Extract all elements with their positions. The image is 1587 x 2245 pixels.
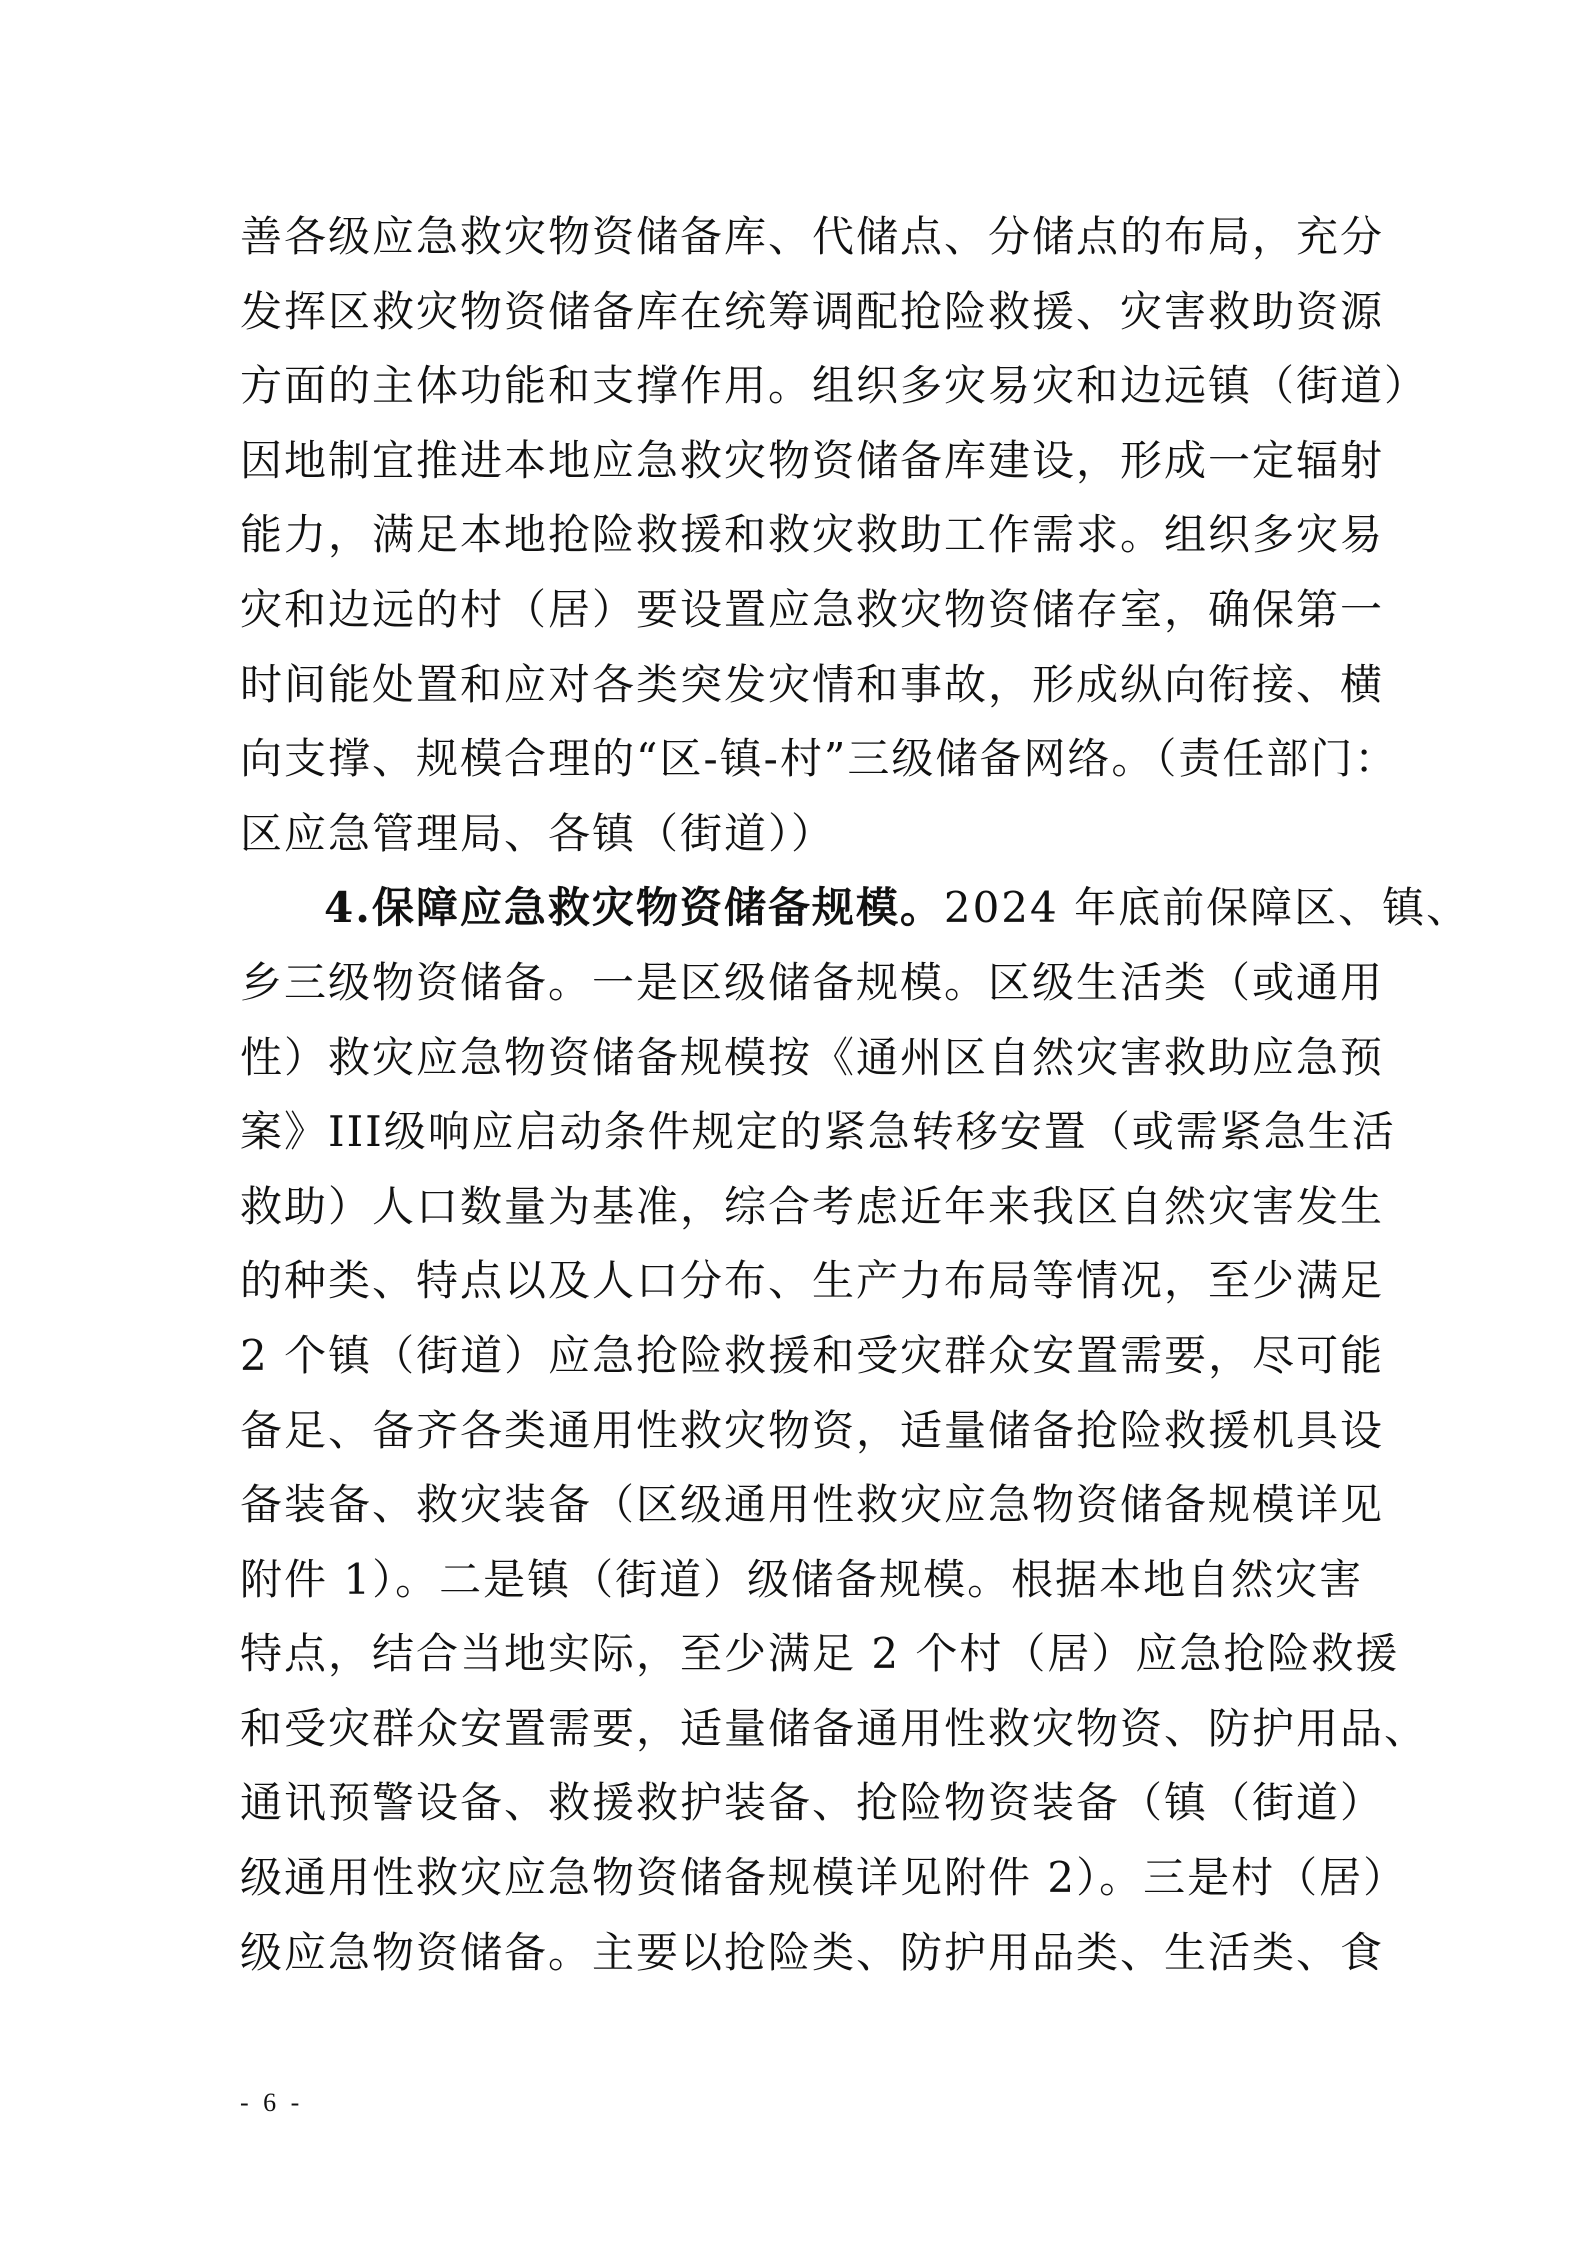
text-line: 附件 1）。二是镇（街道）级储备规模。根据本地自然灾害 [240,1554,1364,1604]
text-line: 发挥区救灾物资储备库在统筹调配抢险救援、灾害救助资源 [240,286,1385,336]
text-line: 向支撑、规模合理的“区-镇-村”三级储备网络。（责任部门： [240,734,1399,784]
section-heading-continuation: 2024 年底前保障区、镇、 [943,883,1471,933]
text-line: 救助）人口数量为基准，综合考虑近年来我区自然灾害发生 [240,1181,1385,1231]
text-line: 方面的主体功能和支撑作用。组织多灾易灾和边远镇（街道） [240,361,1429,411]
text-line: 因地制宜推进本地应急救灾物资储备库建设，形成一定辐射 [240,435,1385,485]
body-text [240,200,1471,1990]
section-heading-line [240,871,1471,946]
text-line: 备足、备齐各类通用性救灾物资，适量储备抢险救援机具设 [240,1405,1385,1455]
text-line: 通讯预警设备、救援救护装备、抢险物资装备（镇（街道） [240,1778,1385,1828]
text-line: 特点，结合当地实际，至少满足 2 个村（居）应急抢险救援 [240,1629,1400,1679]
text-line: 性）救灾应急物资储备规模按《通州区自然灾害救助应急预 [240,1032,1385,1082]
text-line: 的种类、特点以及人口分布、生产力布局等情况，至少满足 [240,1256,1385,1306]
text-line: 能力，满足本地抢险救援和救灾救助工作需求。组织多灾易 [240,510,1385,560]
text-line: 乡三级物资储备。一是区级储备规模。区级生活类（或通用 [240,957,1385,1007]
page-number: - 6 - [240,2088,304,2117]
text-line: 时间能处置和应对各类突发灾情和事故，形成纵向衔接、横 [240,659,1385,709]
text-line: 级通用性救灾应急物资储备规模详见附件 2）。三是村（居） [240,1853,1408,1903]
text-line: 区应急管理局、各镇（街道）） [240,808,836,858]
text-line: 2 个镇（街道）应急抢险救援和受灾群众安置需要，尽可能 [240,1330,1385,1380]
text-line: 善各级应急救灾物资储备库、代储点、分储点的布局，充分 [240,212,1385,261]
text-line: 案》III级响应启动条件规定的紧急转移安置（或需紧急生活 [240,1107,1396,1157]
text-line: 备装备、救灾装备（区级通用性救灾应急物资储备规模详见 [240,1480,1385,1530]
text-line: 灾和边远的村（居）要设置应急救灾物资储存室，确保第一 [240,584,1385,634]
text-line: 和受灾群众安置需要，适量储备通用性救灾物资、防护用品、 [240,1703,1429,1753]
section-heading: 4.保障应急救灾物资储备规模。 [324,883,944,933]
text-line: 级应急物资储备。主要以抢险类、防护用品类、生活类、食 [240,1927,1385,1977]
